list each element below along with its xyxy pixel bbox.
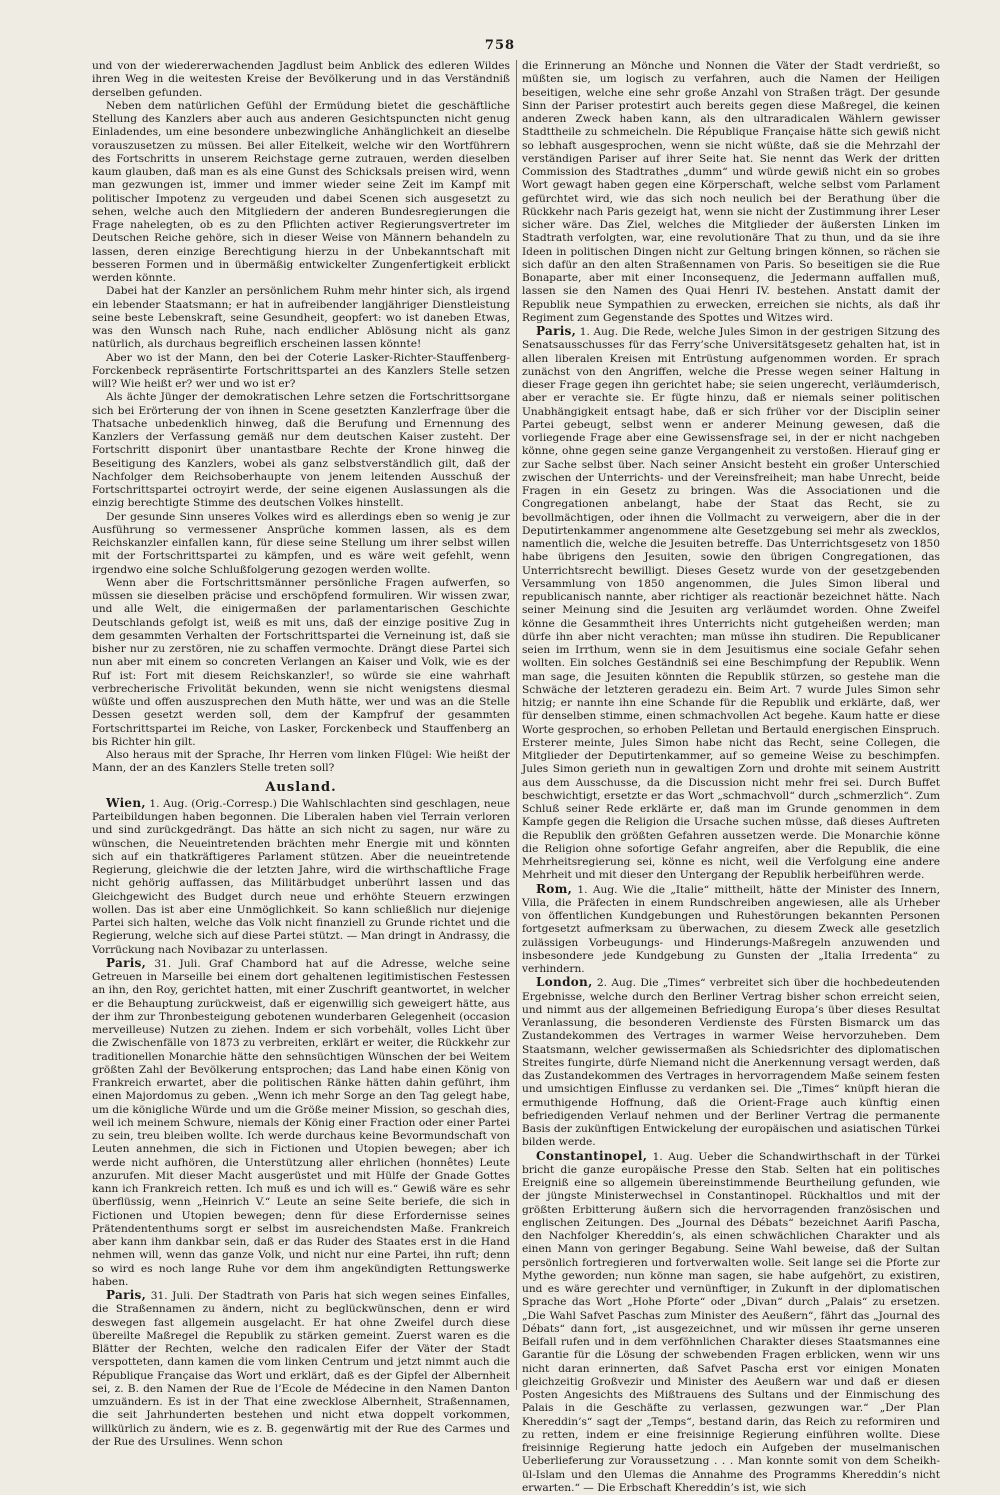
dateline-place: Paris, [106, 956, 146, 970]
page-number: 758 [0, 38, 1000, 53]
paragraph: Neben dem natürlichen Gefühl der Ermüdung bietet die geschäftliche Stellung des Kanzlers aber auch aus anderen Gesichtspuncten nicht genug Einladendes, um eine besondere unbezwingliche Anhänglichkeit an dieselbe vorauszusetzen zu müssen. Bei aller Eitelkeit, welche wir den Wortführern des Fortschritts in unserem Reichstage gerne zutrauen, werden dieselben kaum glauben, daß man es als eine Gunst des Schicksals preisen wird, wenn man gezwungen ist, immer und immer wieder seine Zeit im Kampf mit politischer Impotenz zu vergeuden und dabei Scenen sich ausgesetzt zu sehen, welche auch den Mitgliedern der anderen Bundesregierungen die Frage nahelegten, ob es zu den Pflichten activer Regierungsvertreter im Deutschen Reiche gehöre, sich in dieser Weise von Männern behandeln zu lassen, deren einzige Berechtigung hierzu in der Unbekanntschaft mit besseren Formen und in übermäßig entwickelter Zungenfertigkeit erblickt werden könnte. [92, 100, 510, 286]
dispatch-body: 1. Aug. Wie die „Italie“ mittheilt, hätte der Minister des Innern, Villa, die Präfecten in einem Rundschreiben angewiesen, alle als Urheber von öffentlichen Kundgebungen und Ruhestörungen bekannten Personen fortgesetzt aufmerksam zu überwachen, zu diesem Zweck alle gesetzlich zulässigen Vorbeugungs- und Hinderungs-Maßregeln anzuwenden und insbesondere jede Kundgebung zu Gunsten der „Italia Irredenta“ zu verhindern. [522, 884, 940, 976]
paragraph: Dabei hat der Kanzler an persönlichem Ruhm mehr hinter sich, als irgend ein lebender Staatsmann; er hat in aufreibender langjähriger Dienstleistung seine beste Lebenskraft, seine Gesundheit, geopfert: wo ist daneben Etwas, was den Wunsch nach Ruhe, nach endlicher Ablösung nicht als ganz natürlich, als durchaus begreiflich erscheinen lassen könnte! [92, 285, 510, 351]
dateline-place: Paris, [106, 1288, 146, 1302]
paragraph: Als ächte Jünger der demokratischen Lehre setzen die Fortschrittsorgane sich bei Erörterung der von ihnen in Scene gesetzten Kanzlerfrage über die Thatsache unbedenklich hinweg, daß die Berufung und Ernennung des Kanzlers der Verfassung gemäß nur dem deutschen Kaiser zusteht. Der Fortschritt disponirt über unantastbare Rechte der Krone hinweg die Beseitigung des Kanzlers, wobei als ganz selbstverständlich gilt, daß der Nachfolger dem Reichsoberhaupte von jenem leitenden Ausschuß der Fortschrittspartei octroyirt werde, der seine eigenen Auslassungen als die einzig berechtigte Stimme des deutschen Volkes hinstellt. [92, 391, 510, 510]
dispatch-paris [92, 957, 510, 1289]
paragraph: Aber wo ist der Mann, den bei der Coterie Lasker-Richter-Stauffenberg-Forckenbeck repräsentirte Fortschrittspartei an des Kanzlers Stelle setzen will? Wie heißt er? wer und wo ist er? [92, 352, 510, 392]
paragraph: und von der wiedererwachenden Jagdlust beim Anblick des edleren Wildes ihren Weg in die weitesten Kreise der Bevölkerung und in das Verständniß derselben gefunden. [92, 60, 510, 100]
dateline-place: Wien, [106, 796, 146, 810]
section-title: Ausland. [92, 781, 510, 794]
paragraph: Also heraus mit der Sprache, Ihr Herren vom linken Flügel: Wie heißt der Mann, der an des Kanzlers Stelle treten soll? [92, 749, 510, 776]
dispatch-body: 1. Aug. Die Rede, welche Jules Simon in der gestrigen Sitzung des Senatsausschusses für das Ferry’sche Universitätsgesetz gehalten hat, ist in allen liberalen Kreisen mit Entrüstung aufgenommen worden. Er sprach zunächst von den Angriffen, welche die Presse wegen seiner Haltung in dieser Frage gegen ihn gerichtet habe; sie seien ungerecht, verläumderisch, aber er verachte sie. Er fügte hinzu, daß er niemals seiner politischen Unabhängigkeit entsagt habe, daß er sich früher vor der Disciplin seiner Partei gebeugt, selbst wenn er anderer Meinung gewesen, daß die vorliegende Frage aber eine Gewissensfrage sei, in der er nicht nachgeben könne, ohne gegen seine ganze Vergangenheit zu verstoßen. Hierauf ging er zur Sache selbst über. Nach seiner Ansicht besteht ein großer Unterschied zwischen der Unterrichts- und der Vereinsfreiheit; man habe Unrecht, beide Fragen in ein Gesetz zu bringen. Was die Associationen und die Congregationen anbelangt, habe der Staat das Recht, sie zu bevollmächtigen, oder ihnen die Vollmacht zu verweigern, aber die in der Deputirtenkammer angenommene alte Gesetzgebung sei mehr als zwecklos, namentlich die, welche die Jesuiten betreffe. Das Unterrichtsgesetz von 1850 habe übrigens den Jesuiten, sowie den übrigen Congregationen, das Unterrichtsrecht bewilligt. Dieses Gesetz wurde von der gesetzgebenden Versammlung von 1850 angenommen, die Jules Simon liberal und republicanisch nannte, aber richtiger als reactionär bezeichnet hätte. Nach seiner Meinung sind die Jesuiten arg verläumdet worden. Ohne Zweifel könne die Gesammtheit ihres Unterrichts nicht gutgeheißen werden; man dürfe ihn aber nicht verachten; man müsse ihn studiren. Die Republicaner seien im Irrthum, wenn sie in dem Jesuitismus eine sociale Gefahr sehen wollten. Ein solches Geständniß sei eine Beschimpfung der Republik. Wenn man sage, die Jesuiten könnten die Republik stürzen, so gestehe man die Schwäche der letzteren geradezu ein. Beim Art. 7 wurde Jules Simon sehr hitzig; er nannte ihn eine Schande für die Republik und erklärte, daß, wer für denselben stimme, einen schmachvollen Act begehe. Kaum hatte er diese Worte gesprochen, so erhoben Pelletan und Bertauld energischen Einspruch. Ersterer meinte, Jules Simon habe nicht das Recht, seine Collegen, die Mitglieder der Deputirtenkammer, auf so gemeine Weise zu beschimpfen. Jules Simon gerieth nun in gewaltigen Zorn und drohte mit seinem Austritt aus dem Ausschusse, da die Discussion nicht mehr frei sei. Durch Buffet beschwichtigt, ersetzte er das Wort „schmachvoll“ durch „schmerzlich“. Zum Schluß seiner Rede erklärte er, daß man im Grunde genommen in dem Kampfe gegen die Religion die Ursache suchen müsse, daß dieses Auftreten die Republik den größten Gefahren aussetzen werde. Die Monarchie könne die Religion ohne sofortige Gefahr angreifen, aber die Republik, die eine Mehrheitsregierung sei, könne es nicht, weil die Verfolgung eine andere Mehrheit und mit dieser den Untergang der Republik herbeiführen werde. [522, 326, 940, 881]
dispatch-wien [92, 797, 510, 957]
dateline-place: London, [536, 975, 593, 989]
paragraph: die Erinnerung an Mönche und Nonnen die Väter der Stadt verdrießt, so müßten sie, um logisch zu verfahren, auch die Namen der Heiligen beseitigen, welche eine sehr große Anzahl von Straßen trägt. Der gesunde Sinn der Pariser protestirt auch bereits gegen diese Maßregel, die keinen anderen Zweck haben kann, als den ultraradicalen Wählern gewisser Stadttheile zu schmeicheln. Die République Française hätte sich gewiß nicht so lebhaft ausgesprochen, wenn sie nicht wüßte, daß sie die Mehrzahl der verständigen Pariser auf ihrer Seite hat. Sie nennt das Werk der dritten Commission des Stadtrathes „dumm“ und würde gewiß nicht ein so grobes Wort gewagt haben gegen eine Körperschaft, welche selbst vom Parlament gefürchtet wird, wie das sich noch neulich bei der Berathung über die Rückkehr nach Paris gezeigt hat, wenn sie nicht der Zustimmung ihrer Leser sicher wäre. Das Ziel, welches die Mitglieder der äußersten Linken im Stadtrath verfolgten, war, eine revolutionäre That zu thun, und da sie ihre Ideen in politischen Dingen nicht zur Geltung bringen können, so rächen sie sich dafür an den alten Straßennamen von Paris. So beseitigen sie die Rue Bonaparte, aber mit einer Inconsequenz, die Jedermann auffallen muß, lassen sie den Namen des Quai Henri IV. bestehen. Anstatt damit der Republik neue Sympathien zu erwecken, erreichen sie nichts, als daß ihr Regiment zum Gegenstande des Spottes und Witzes wird. [522, 60, 940, 325]
right-column [522, 60, 940, 1390]
dateline-place: Paris, [536, 324, 576, 338]
dispatch-constantinopel [522, 1150, 940, 1495]
dispatch-body: 2. Aug. Die „Times“ verbreitet sich über die hochbedeutenden Ergebnisse, welche durch den Berliner Vertrag bisher schon erreicht seien, und nimmt aus der allgemeinen Befriedigung Europa’s über dieses Resultat Veranlassung, die besonderen Verdienste des Fürsten Bismarck um das Zustandekommen des Vertrages in warmer Weise hervorzuheben. Dem Staatsmann, welcher gewissermaßen als Schiedsrichter des diplomatischen Streites fungirte, dürfe Niemand nicht die Anerkennung versagt werden, daß das Zustandekommen des Vertrages in hervorragendem Maße seinem festen und umsichtigen Einflusse zu verdanken sei. Die „Times“ knüpft hieran die ermuthigende Hoffnung, daß die Orient-Frage auch künftig einen befriedigenden Verlauf nehmen und der Berliner Vertrag die permanente Basis der zukünftigen Entwickelung der europäischen und asiatischen Türkei bilden werde. [522, 977, 940, 1148]
left-column [92, 60, 510, 1390]
dispatch-paris [522, 325, 940, 883]
dispatch-body: 31. Juli. Graf Chambord hat auf die Adresse, welche seine Getreuen in Marseille bei einem dort gehaltenen legitimistischen Festessen an ihn, den Roy, gerichtet hatten, mit einer Zuschrift geantwortet, in welcher er die Behauptung zurückweist, daß er eigenwillig sich geweigert hätte, aus der ihm zur Thronbesteigung gebotenen wunderbaren Gelegenheit (occasion merveilleuse) Nutzen zu ziehen. Indem er sich vorbehält, volles Licht über die Zwischenfälle von 1873 zu verbreiten, erklärt er weiter, die Rückkehr zur traditionellen Monarchie hätte den sehnsüchtigen Wünschen der bei Weitem größten Zahl der Bevölkerung entsprochen; das Land habe einen König von Frankreich erwartet, aber die politischen Ränke hätten dahin geführt, ihm einen Majordomus zu geben. „Wenn ich mehr Sorge an den Tag gelegt habe, um die königliche Würde und um die Größe meiner Mission, so geschah dies, weil ich meinem Schwure, niemals der König einer Fraction oder einer Partei zu sein, treu bleiben wollte. Ich werde durchaus keine Bevormundschaft von Leuten annehmen, die sich in Fictionen und Utopien bewegen; aber ich werde nicht aufhören, die Unterstützung aller ehrlichen (honnêtes) Leute anzurufen. Mit dieser Macht ausgerüstet und mit Hülfe der Gnade Gottes kann ich Frankreich retten. Ich muß es und ich will es.“ Gewiß wäre es sehr überflüssig, wenn „Heinrich V.“ Leute an seine Seite beriefe, die sich in Fictionen und Utopien bewegen; denn für diese Erfordernisse seines Prätendententhums sorgt er selbst im ausreichendsten Maße. Frankreich aber kann ihm dankbar sein, daß er das Ruder des Staates erst in die Hand nehmen will, wenn das ganze Volk, und nicht nur eine Partei, ihn ruft; denn so wird es noch lange Ruhe vor dem ihm angekündigten Rettungswerke haben. [92, 958, 510, 1288]
dateline-place: Rom, [536, 882, 572, 896]
dateline-place: Constantinopel, [536, 1149, 647, 1163]
dispatch-rom [522, 883, 940, 977]
paragraph: Der gesunde Sinn unseres Volkes wird es allerdings eben so wenig je zur Ausführung so vermessener Ansprüche kommen lassen, als es dem Reichskanzler einfallen kann, für diese seine Stellung um ihrer selbst willen mit der Fortschrittspartei zu kämpfen, und es wäre weit gefehlt, wenn irgendwo eine solche Schlußfolgerung gezogen werden wollte. [92, 511, 510, 577]
paragraph: Wenn aber die Fortschrittsmänner persönliche Fragen aufwerfen, so müssen sie dieselben präcise und erschöpfend formuliren. Wir wissen zwar, und alle Welt, die einigermaßen der parlamentarischen Geschichte Deutschlands gefolgt ist, weiß es mit uns, daß der einzige positive Zug in dem gesammten Verhalten der Fortschrittspartei die Verneinung ist, daß sie bisher nur zu zerstören, nie zu schaffen vermochte. Drängt diese Partei sich nun aber mit einem so concreten Verlangen an Kaiser und Volk, wie es der Ruf ist: Fort mit diesem Reichskanzler!, so würde sie eine wahrhaft verbrecherische Frivolität bekunden, wenn sie nicht wenigstens diesmal wüßte und offen auszusprechen den Muth hätte, wer und was an die Stelle Dessen gesetzt werden soll, dem der Kampfruf der gesammten Fortschrittspartei im Reiche, von Lasker, Forckenbeck und Stauffenberg an bis Richter hin gilt. [92, 577, 510, 749]
dispatch-body: 31. Juli. Der Stadtrath von Paris hat sich wegen seines Einfalles, die Straßennamen zu ändern, nicht zu beglückwünschen, denn er wird deswegen fast allgemein ausgelacht. Er hat ohne Zweifel durch diese übereilte Maßregel die Republik zu stärken gemeint. Zuerst waren es die Blätter der Rechten, welche den radicalen Eifer der Väter der Stadt verspotteten, dann kamen die vom linken Centrum und jetzt nimmt auch die République Française das Wort und erklärt, daß es der Gipfel der Albernheit sei, z. B. den Namen der Rue de l’Ecole de Médecine in den Namen Danton umzuändern. Es ist in der That eine zwecklose Albernheit, Straßennamen, die seit Jahrhunderten bestehen und nicht etwa doppelt vorkommen, willkürlich zu ändern, wie es z. B. gegenwärtig mit der Rue des Carmes und der Rue des Ursulines. Wenn schon [92, 1290, 510, 1448]
dispatch-paris [92, 1289, 510, 1449]
dispatch-body: 1. Aug. Ueber die Schandwirthschaft in der Türkei bricht die ganze europäische Presse den Stab. Selten hat ein politisches Ereigniß eine so allgemein übereinstimmende Beurtheilung gefunden, wie der jüngste Ministerwechsel in Constantinopel. Rückhaltlos und mit der größten Erbitterung äußern sich die hervorragenden französischen und englischen Zeitungen. Des „Journal des Débats“ bezeichnet Aarifi Pascha, den Nachfolger Khereddin’s, als einen schwächlichen Charakter und als einen Mann von geringer Begabung. Seine Wahl beweise, daß der Sultan persönlich fortregieren und fortverwalten wolle. Seit lange sei die Pforte zur Mythe geworden; nun könne man sagen, sie habe aufgehört, zu existiren, und es wäre gerechter und vernünftiger, in Zukunft in der diplomatischen Sprache das Wort „Hohe Pforte“ oder „Divan“ durch „Palais“ zu ersetzen. „Die Wahl Safvet Paschas zum Minister des Aeußern“, fährt das „Journal des Débats“ dann fort, „ist ausgezeichnet, und wir müssen ihr gerne unseren Beifall rufen und in dem verföhnlichen Charakter dieses Staatsmannes eine Garantie für die Lösung der schwebenden Fragen erblicken, wenn wir uns nicht daran erinnerten, daß Safvet Pascha erst vor einigen Monaten gleichzeitig Großvezir und Minister des Aeußern war und daß er diesen Posten Angesichts des Mißtrauens des Sultans und der Einmischung des Palais in die Geschäfte zu verlassen, gezwungen war.“ „Der Plan Khereddin’s“ sagt der „Temps“, bestand darin, das Reich zu reformiren und zu retten, indem er eine freisinnige Regierung einführen wollte. Diese freisinnige Regierung hatte jedoch ein Aufgeben der muselmanischen Ueberlieferung zur Voraussetzung . . . Man konnte somit von dem Scheikh-ül-Islam und den Ulemas die Annahme des Programms Khereddin’s nicht erwarten.“ — Die Erbschaft Khereddin’s ist, wie sich [522, 1151, 940, 1494]
dispatch-body: 1. Aug. (Orig.-Corresp.) Die Wahlschlachten sind geschlagen, neue Parteibildungen haben begonnen. Die Liberalen haben viel Terrain verloren und sind zurückgedrängt. Das hätte an sich nicht zu sagen, nur wäre zu wünschen, die Neueintretenden brächten mehr Energie mit und könnten sich auf ein thatkräftigeres Parlament stützen. Aber die neueintretende Regierung, gleichwie die der letzten Jahre, wird die wirthschaftliche Frage nicht gehörig auffassen, das Militärbudget unberührt lassen und das Gleichgewicht des Budget durch neue und erhöhte Steuern erzwingen wollen. Das ist aber eine Unmöglichkeit. So kann schließlich nur diejenige Partei sich halten, welche das Volk nicht finanziell zu Grunde richtet und die Regierung, welche sich auf diese Partei stützt. — Man dringt in Andrassy, die Vorrückung nach Novibazar zu unterlassen. [92, 798, 510, 956]
dispatch-london [522, 976, 940, 1149]
column-divider [516, 60, 517, 1390]
